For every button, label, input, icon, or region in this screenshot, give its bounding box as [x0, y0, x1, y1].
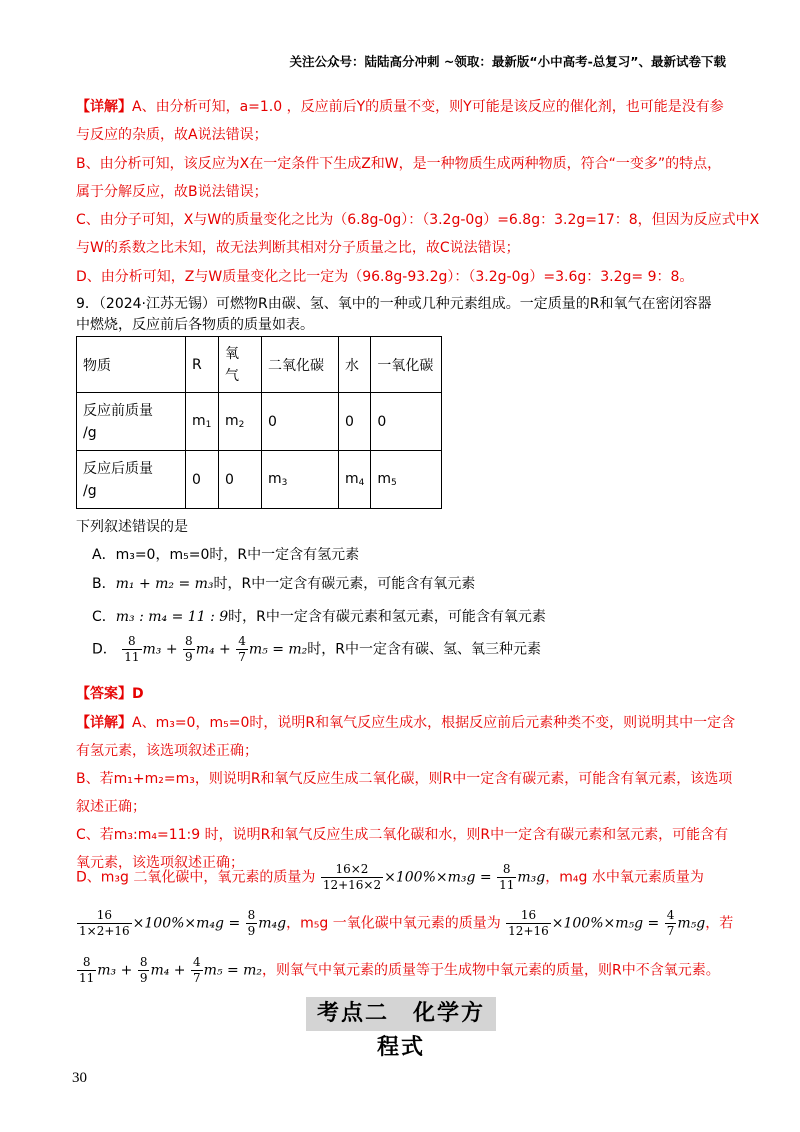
prev-detail-line-3: B、由分析可知，该反应为X在一定条件下生成Z和W，是一种物质生成两种物质，符合“一变多”的特点，: [76, 156, 722, 172]
fraction-8-9: [183, 634, 195, 665]
numerator: 4: [238, 634, 246, 648]
term-m3: m₃: [142, 641, 162, 658]
term-m3g: m₃g: [517, 869, 546, 886]
option-c: [92, 606, 546, 626]
numerator: 4: [192, 955, 201, 969]
oxygen-char-1: 氧: [225, 345, 239, 362]
cell-before-water: 0: [339, 393, 371, 451]
cell-before-co2: 0: [262, 393, 339, 451]
table-header-r: R: [186, 337, 219, 393]
numerator: 8: [185, 634, 193, 648]
denominator: 12+16: [508, 924, 549, 938]
fraction-8-11: [497, 862, 516, 893]
denominator: 9: [185, 650, 193, 664]
prev-detail-line-5: C、由分子可知，X与W的质量变化之比为（6.8g-0g）：（3.2g-0g）=6.8g：3.2g=17：8，但因为反应式中X: [76, 212, 760, 228]
detail-label: 【详解】: [76, 715, 132, 731]
answer-detail-d1: [76, 862, 704, 893]
denominator: 9: [139, 971, 148, 985]
subscript: 3: [281, 478, 288, 488]
page-number: 30: [72, 1070, 87, 1086]
detail-text: A、由分析可知，a=1.0 ，反应前后Y的质量不变，则Y可能是该反应的催化剂，也可能是没有参: [132, 99, 724, 115]
table-row-header: [77, 337, 442, 393]
d1-suffix: ，m₄g 水中氧元素质量为: [545, 869, 704, 886]
d1-prefix: D、m₃g 二氧化碳中，氧元素的质量为: [76, 869, 316, 886]
subscript: 1: [205, 420, 212, 430]
cell-m1: [186, 393, 219, 451]
option-c-label: C．: [92, 609, 116, 625]
answer-detail-d3: [76, 955, 720, 986]
cell-m2: [219, 393, 262, 451]
prev-detail-line-6: 与W的系数之比未知，故无法判断其相对分子质量之比，故C说法错误；: [76, 240, 520, 256]
option-d: [92, 634, 541, 665]
d3-suffix: ，则氧气中氧元素的质量等于生成物中氧元素的质量，则R中不含氧元素。: [262, 962, 720, 979]
term-m2: m₂: [243, 962, 263, 979]
denominator: 11: [124, 650, 140, 664]
mass-table: [76, 336, 442, 509]
before-label-a: 反应前质量: [83, 402, 153, 419]
denominator: 7: [192, 971, 201, 985]
detail-label: 【详解】: [76, 99, 132, 115]
numerator: 8: [497, 862, 516, 878]
fraction-4-7: [191, 955, 203, 986]
term-m3: m₃: [97, 962, 117, 979]
numerator: 8: [247, 908, 256, 922]
fraction-8-9: [138, 955, 150, 986]
equals-sign: =: [272, 641, 284, 658]
table-row-before: [77, 393, 442, 451]
d2-middle: ，m₅g 一氧化碳中氧元素的质量为: [286, 915, 501, 932]
m-symbol: m: [345, 471, 359, 487]
cell-after-r: 0: [186, 451, 219, 509]
denominator: 9: [247, 924, 256, 938]
plus-sign: +: [165, 641, 178, 658]
subscript: 4: [358, 478, 365, 488]
denominator: 7: [238, 650, 246, 664]
fraction-16-28: [506, 908, 551, 939]
cell-m5: [371, 451, 442, 509]
option-c-text: 时，R中一定含有碳元素和氢元素，可能含有氧元素: [228, 609, 546, 625]
numerator: 16×2: [321, 862, 383, 878]
numerator: 16: [506, 908, 551, 924]
prev-detail-line-4: 属于分解反应，故B说法错误；: [76, 184, 268, 200]
table-label-before: [77, 393, 186, 451]
answer-detail-b2: 叙述正确；: [76, 799, 146, 815]
term-m5: m₅: [203, 962, 223, 979]
option-d-label: D．: [92, 641, 117, 658]
m-symbol: m: [268, 471, 282, 487]
answer-detail-a1: [76, 712, 735, 732]
table-header-co: 一氧化碳: [371, 337, 442, 393]
option-d-text: 时，R中一定含有碳、氢、氧三种元素: [307, 641, 542, 658]
term-m4g: m₄g: [258, 915, 287, 932]
subscript: 2: [238, 420, 245, 430]
numerator: 4: [666, 908, 675, 922]
table-header-substance: 物质: [77, 337, 186, 393]
cell-m4: [339, 451, 371, 509]
table-header-water: 水: [339, 337, 371, 393]
table-header-co2: 二氧化碳: [262, 337, 339, 393]
equals-sign: =: [226, 962, 239, 979]
denominator: 11: [79, 971, 95, 985]
option-b: [92, 573, 475, 593]
table-header-oxygen: [219, 337, 262, 393]
oxygen-char-2: 气: [225, 367, 239, 384]
denominator: 12+16×2: [322, 878, 382, 892]
term-m2: m₂: [288, 641, 308, 658]
cell-before-co: 0: [371, 393, 442, 451]
answer-detail-a2: 有氢元素，该选项叙述正确；: [76, 743, 258, 759]
plus-sign: +: [219, 641, 231, 658]
numerator: 8: [77, 955, 96, 971]
fraction-4-7: [665, 908, 677, 939]
question-stem-line-1: 9．（2024·江苏无锡）可燃物R由碳、氢、氧中的一种或几种元素组成。一定质量的R和氧气在密闭容器: [76, 296, 712, 312]
answer-label: 【答案】D: [76, 686, 144, 702]
denominator: 7: [666, 924, 675, 938]
fraction-8-9: [246, 908, 258, 939]
cell-m3: [262, 451, 339, 509]
term-m4: m₄: [195, 641, 215, 658]
numerator: 8: [139, 955, 148, 969]
term-m4: m₄: [150, 962, 170, 979]
table-label-after: [77, 451, 186, 509]
denominator: 11: [499, 878, 515, 892]
answer-detail-d2: [76, 908, 733, 939]
d2-suffix: ，若: [705, 915, 734, 932]
fraction-8-11: [122, 634, 141, 665]
question-prompt: 下列叙述错误的是: [76, 519, 188, 535]
m-symbol: m: [377, 471, 392, 487]
answer-detail-b1: B、若m₁+m₂=m₃，则说明R和氧气反应生成二氧化碳，则R中一定含有碳元素，可能含有氧元素，该选项: [76, 771, 733, 787]
prev-detail-line-7: D、由分析可知，Z与W质量变化之比一定为（96.8g-93.2g）：（3.2g-0g）=3.6g：3.2g= 9：8。: [76, 269, 694, 285]
page-header: 关注公众号：陆陆高分冲刺 ~领取：最新版“小中高考-总复习”、最新试卷下载: [289, 54, 726, 69]
prev-detail-line-2: 与反应的杂质，故A说法错误；: [76, 127, 268, 143]
numerator: 16: [77, 908, 132, 924]
option-a: A．m₃=0，m₅=0时，R中一定含有氢元素: [92, 547, 360, 563]
fraction-4-7: [236, 634, 248, 665]
fraction-16-18: [77, 908, 132, 939]
denominator: 1×2+16: [79, 924, 130, 938]
plus-sign: +: [120, 962, 133, 979]
plus-sign: +: [173, 962, 186, 979]
option-b-label: B．: [92, 576, 116, 592]
subscript: 5: [391, 478, 397, 488]
fraction-8-11: [77, 955, 96, 986]
before-label-b: /g: [83, 424, 97, 441]
after-label-a: 反应后质量: [83, 460, 153, 477]
term-m5g: m₅g: [677, 915, 706, 932]
question-stem-line-2: 中燃烧，反应前后各物质的质量如表。: [76, 317, 314, 333]
m-symbol: m: [192, 413, 206, 429]
option-b-formula: m₁ + m₂ = m₃: [115, 576, 214, 592]
option-b-text: 时，R中一定含有碳元素，可能含有氧元素: [213, 576, 476, 592]
table-row-after: [77, 451, 442, 509]
percent-m4g: ×100%×m₄g =: [132, 915, 241, 932]
after-label-b: /g: [83, 482, 97, 499]
answer-detail-c2: 氧元素，该选项叙述正确；: [76, 855, 244, 871]
percent-m3g: ×100%×m₃g =: [384, 869, 492, 886]
m-symbol: m: [225, 413, 239, 429]
answer-detail-c1: C、若m₃:m₄=11:9 时，说明R和氧气反应生成二氧化碳和水，则R中一定含有碳元素和氢元素，可能含有: [76, 827, 729, 843]
numerator: 8: [122, 634, 141, 650]
option-c-formula: m₃ : m₄ = 11 : 9: [115, 609, 229, 625]
section-title: 考点二 化学方程式: [306, 997, 496, 1031]
percent-m5g: ×100%×m₅g =: [551, 915, 660, 932]
prev-detail-line-1: [76, 96, 724, 116]
fraction-32-44: [321, 862, 383, 893]
cell-after-oxygen: 0: [219, 451, 262, 509]
term-m5: m₅: [248, 641, 268, 658]
detail-text: A、m₃=0，m₅=0时，说明R和氧气反应生成水，根据反应前后元素种类不变，则说明其中一定含: [132, 715, 736, 731]
